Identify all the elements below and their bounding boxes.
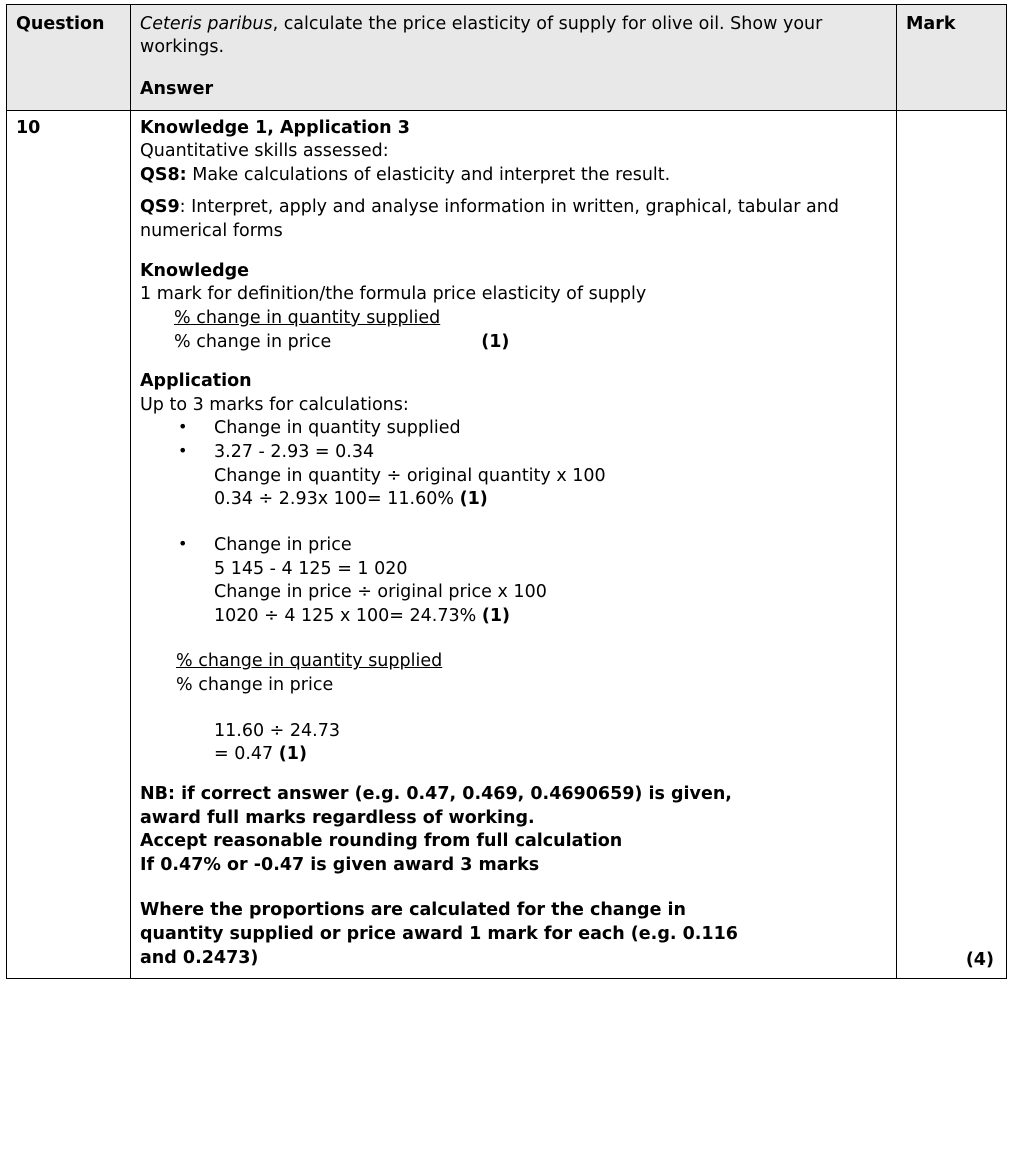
application-bullet-list bbox=[140, 417, 887, 512]
spacer bbox=[140, 628, 887, 650]
where-line1: Where the proportions are calculated for the change in bbox=[140, 900, 686, 921]
spacer bbox=[140, 187, 887, 196]
list-item bbox=[178, 441, 887, 512]
table-row bbox=[7, 110, 1007, 979]
bullet2-line3: 0.34 ÷ 2.93x 100= 11.60% bbox=[214, 489, 454, 510]
spacer bbox=[140, 354, 887, 370]
question-number-cell bbox=[7, 110, 131, 979]
spacer bbox=[140, 512, 887, 534]
qs9-line bbox=[140, 196, 887, 243]
question-stem-rest: , calculate the price elasticity of supply for olive oil. Show your workings. bbox=[140, 14, 823, 58]
nb-line4: If 0.47% or -0.47 is given award 3 marks bbox=[140, 854, 540, 875]
header-mark-cell bbox=[897, 5, 1007, 111]
nb-line1: NB: if correct answer (e.g. 0.47, 0.469, 0.4690659) is given, bbox=[140, 783, 732, 804]
spacer bbox=[140, 244, 887, 260]
answer-body-cell bbox=[131, 110, 897, 979]
bullet3-line2: 5 145 - 4 125 = 1 020 bbox=[214, 558, 408, 579]
quantitative-skills-intro: Quantitative skills assessed: bbox=[140, 141, 389, 162]
final-mark: (1) bbox=[278, 744, 307, 765]
final-result: = 0.47 bbox=[214, 744, 274, 765]
formula-numerator: % change in quantity supplied bbox=[174, 307, 441, 328]
bullet2-mark: (1) bbox=[459, 489, 488, 510]
application-text: Up to 3 marks for calculations: bbox=[140, 394, 409, 415]
formula-denominator-line bbox=[174, 331, 887, 355]
spacer bbox=[140, 767, 887, 783]
question-stem-text bbox=[140, 13, 887, 60]
spacer bbox=[140, 698, 887, 720]
knowledge-heading: Knowledge bbox=[140, 260, 249, 281]
formula-denominator: % change in price bbox=[174, 331, 332, 352]
bullet1-text: Change in quantity supplied bbox=[214, 418, 461, 439]
knowledge-application-heading: Knowledge 1, Application 3 bbox=[140, 117, 410, 138]
qs8-text: Make calculations of elasticity and interpret the result. bbox=[186, 164, 671, 185]
table-header-row bbox=[7, 5, 1007, 111]
list-item bbox=[178, 417, 887, 441]
application-heading: Application bbox=[140, 371, 252, 392]
qs8-label: QS8: bbox=[140, 164, 187, 185]
list-item bbox=[178, 534, 887, 629]
answer-label: Answer bbox=[140, 78, 214, 99]
where-line2: quantity supplied or price award 1 mark for each (e.g. 0.116 bbox=[140, 924, 738, 944]
nb-line3: Accept reasonable rounding from full calculation bbox=[140, 831, 623, 852]
spacer bbox=[140, 877, 887, 899]
final-result-wrap bbox=[214, 743, 887, 767]
question-stem-cell bbox=[131, 5, 897, 111]
final-formula-denominator: % change in price bbox=[176, 675, 334, 695]
final-calc: 11.60 ÷ 24.73 bbox=[214, 720, 340, 741]
nb-line2: award full marks regardless of working. bbox=[140, 807, 535, 828]
header-question-cell bbox=[7, 5, 131, 111]
header-question-label: Question bbox=[16, 14, 105, 34]
knowledge-text: 1 mark for definition/the formula price elasticity of supply bbox=[140, 284, 647, 305]
bullet3-line3: Change in price ÷ original price x 100 bbox=[214, 582, 547, 603]
bullet3-mark: (1) bbox=[481, 605, 511, 626]
bullet3-line4: 1020 ÷ 4 125 x 100= 24.73% bbox=[214, 605, 477, 626]
qs8-line bbox=[140, 164, 887, 188]
nb-block bbox=[140, 783, 887, 878]
marking-scheme-table bbox=[6, 4, 1007, 979]
bullet3-line4-wrap bbox=[214, 605, 887, 629]
mark-cell bbox=[897, 110, 1007, 979]
where-line3: and 0.2473) bbox=[140, 947, 259, 968]
application-bullet-list-2 bbox=[140, 534, 887, 629]
bullet2-text: • 3.27 - 2.93 = 0.34 bbox=[214, 442, 375, 462]
formula-mark: (1) bbox=[481, 331, 510, 352]
header-mark-label: Mark bbox=[906, 14, 956, 34]
bullet3-text: • Change in price bbox=[214, 534, 352, 555]
qs9-label: QS9 bbox=[140, 197, 180, 218]
bullet2-line2: Change in quantity ÷ original quantity x 100 bbox=[214, 465, 606, 486]
bullet2-line3-wrap bbox=[214, 488, 887, 512]
question-stem-italic: Ceteris paribus bbox=[140, 14, 273, 34]
where-block bbox=[140, 899, 887, 970]
mark-total: (4) bbox=[965, 949, 994, 970]
final-formula-numerator: % change in quantity supplied bbox=[176, 651, 443, 672]
qs9-text: : Interpret, apply and analyse information in written, graphical, tabular and numerical forms bbox=[140, 197, 839, 241]
question-number: 10 bbox=[16, 117, 41, 138]
